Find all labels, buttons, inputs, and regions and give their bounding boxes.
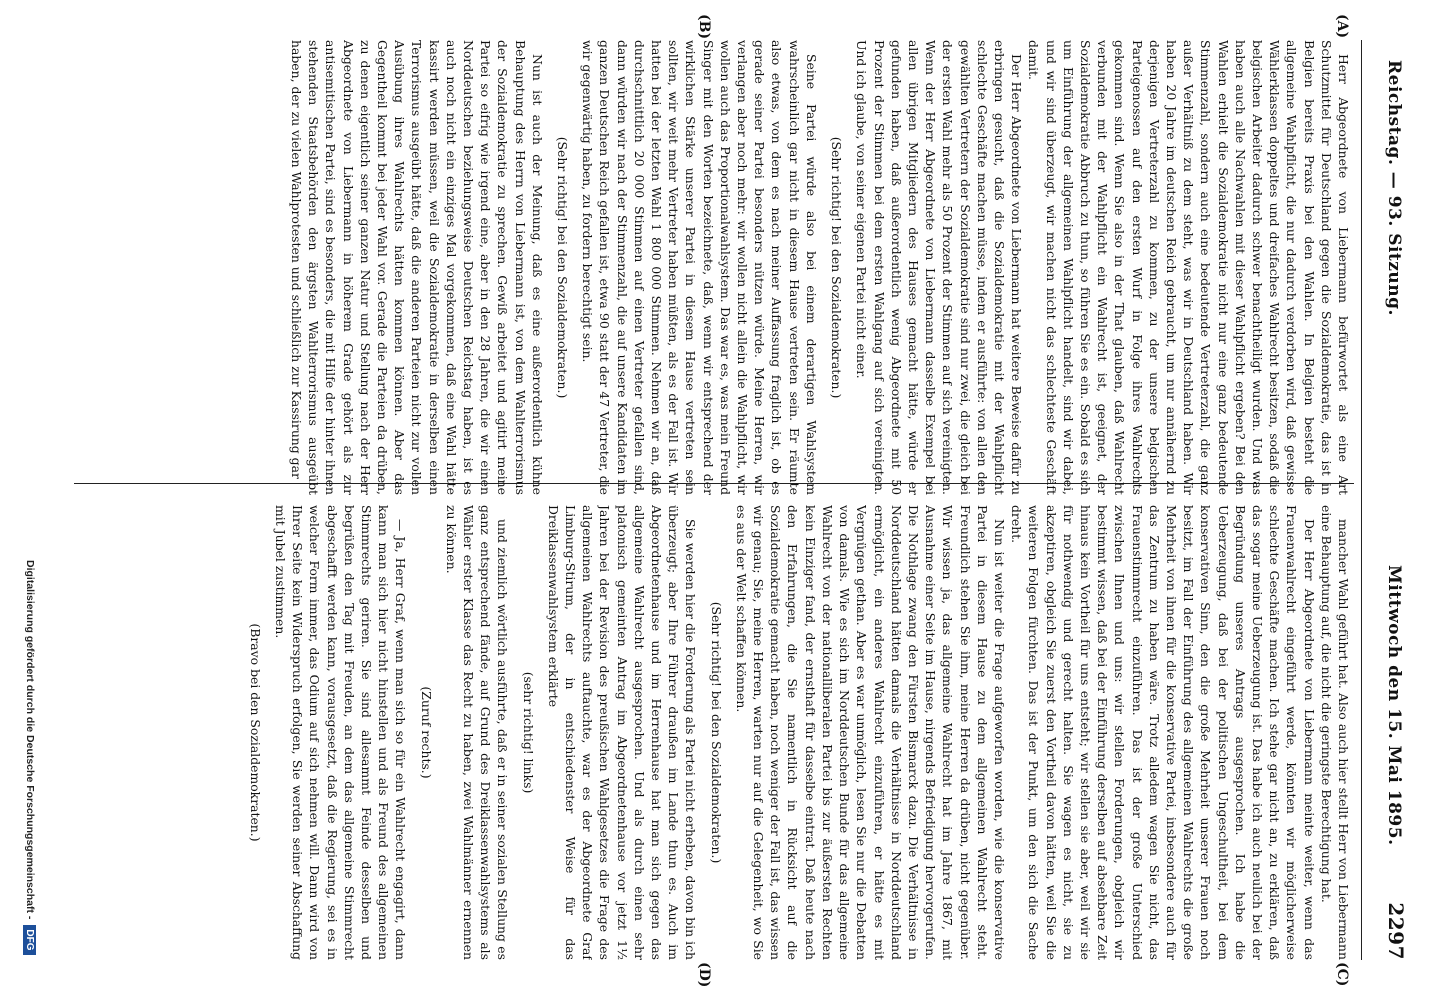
left-column	[77, 40, 1352, 495]
paragraph: — Ja, Herr Graf, wenn man sich so für ein Wahlrecht engagirt, dann kann man sich hier nicht hinstellen und als Freund des allgemeinen Stimmrechts geriren. Sie sind allesammt Feinde desselben und begrüßen den Tag mit Freuden, an dem das allgemeine Stimmrecht abgeschafft werden kann, vorausgesetzt, daß die Regierung, sei es in welcher Form immer, das Odium auf sich nehmen will. Dann wird von Ihrer Seite kein Widerspruch erfolgen, Sie werden seiner Abschaffung mit Jubel zustimmen.	[273, 505, 409, 960]
interjection: (Sehr richtig! bei den Sozialdemokraten.)	[708, 601, 724, 864]
interjection: (Sehr richtig! bei den Sozialdemokraten.)	[829, 136, 845, 399]
header-date: Mittwoch den 15. Mai 1895.	[1384, 565, 1404, 846]
running-head	[1374, 60, 1414, 960]
header-session: Reichstag. — 93. Sitzung.	[1384, 60, 1404, 316]
paragraph: Herr Abgeordnete von Liebermann befürwortet als eine Art Schutzmittel für Deutschland gegen die Sozialdemokratie, das ist in Belgien bereits Praxis bei den Wahlen. In Belgien besteht die allgemeine Wahlpflicht, die nur dadurch verdorben wird, daß gewisse Wählerklassen doppeltes und dreifaches Wahlrecht besitzen, sodaß die belgischen Arbeiter dadurch schwer benachtheiligt wurden. Und was haben auch alle Nachwahlen mit dieser Wahlpflicht ergeben? Bei den Wahlen erhielt die Sozialdemokratie nicht nur eine ganz bedeutende Stimmenzahl, sondern auch eine bedeutende Vertreterzahl, die ganz außer Verhältniß zu dem steht, was wir in Deutschland haben. Wir haben 20 Jahre im deutschen Reich gebraucht, um nur annähernd zu derjenigen Vertreterzahl zu kommen, zu der unsere belgischen Parteigenossen auf den ersten Wurf in Folge ihres Wahlrechts gekommen sind. Wenn Sie also in der That glauben, daß Wahlrecht verbunden mit der Wahlpflicht ein Wahlrecht ist, geeignet, der Sozialdemokratie Abbruch zu thun, so führen Sie es ein. Sobald es sich um Einführung der allgemeinen Wahlpflicht handelt, sind wir dabei, und wir sind überzeugt, wir machen nicht das schlechteste Geschäft damit.	[1026, 40, 1351, 495]
paragraph: Nun ist auch der Meinung, daß es eine außerordentlich kühne Behauptung des Herrn von Liebermann ist, von dem Wahlterrorismus der Sozialdemokratie zu sprechen. Gewiß arbeitet und agitirt meine Partei so eifrig wie irgend eine, aber in den 28 Jahren, die wir einen Norddeutschen beziehungsweise Deutschen Reichstag haben, ist es auch noch nicht ein einziges Mal vorgekommen, daß eine Wahl hätte kassirt werden müssen, weil die Sozialdemokratie in derselben einen Terrorismus ausgeübt hätte, daß die anderen Parteien nicht zur vollen Ausübung ihres Wahlrechts hätten kommen können. Aber das Gegentheil kommt bei jeder Wahl vor. Gerade die Parteien da drüben, zu denen eigentlich seiner ganzen Natur und Stellung nach der Herr Abgeordnete von Liebermann in höherem Grade gehört als zur antisemitischen Partei, sind es besonders, die mit Hilfe der hinter ihnen stehenden Staatsbehörden den ärgsten Wahlterrorismus ausgeübt haben, der zu vielen Wahlprotesten und schließlich zur Kassirung gar	[289, 40, 545, 495]
paragraph: Sie werden hier die Forderung als Partei nicht erheben, davon bin ich überzeugt; aber Ihre Führer draußen im Lande thun es. Auch im Abgeordnetenhause und im Herrenhause hat man sich gegen das allgemeine Wahlrecht ausgesprochen. Und als durch einen sehr platonisch gemeinten Antrag im Abgeordnetenhause vor jetzt 1½ Jahren bei der Revision des preußischen Wahlgesetzes die Frage des allgemeinen Wahlrechts auftauchte, war es der Abgeordnete Graf Limburg-Stirum, der in entschiedenster Weise für das Dreiklassenwahlsystem erklärte	[545, 505, 699, 960]
paragraph: und ziemlich wörtlich ausführte, daß er in seiner sozialen Stellung es ganz entsprechend fände, auf Grund des Dreiklassenwahlsystems als Wähler erster Klasse das Recht zu haben, zwei Wahlmänner ernennen zu können.	[443, 505, 511, 960]
margin-marker-b: (B)	[696, 14, 712, 40]
paragraph: Der Herr Abgeordnete von Liebermann hat weitere Beweise dafür zu erbringen gesucht, daß die Sozialdemokratie mit der Wahlpflicht schlechte Geschäfte machen müsse, indem er ausführte: von allen den gewählten Vertretern der Sozialdemokratie sind nur zwei, die gleich bei der ersten Wahl mehr als 50 Prozent der Stimmen auf sich vereinigten. Wenn der Herr Abgeordnete von Liebermann dasselbe Exempel bei allen übrigen Mitgliedern des Hauses gemacht hätte, würde er gefunden haben, daß außerordentlich wenig Abgeordnete mit 50 Prozent der Stimmen bei dem ersten Wahlgang auf sich vereinigten. Und ich glaube, von seiner eigenen Partei nicht einer.	[854, 40, 1025, 495]
interjection: (Sehr richtig! bei den Sozialdemokraten.)	[555, 136, 571, 399]
paragraph: Nun ist weiter die Frage aufgeworfen worden, wie die konservative Partei in diesem Hause zu dem allgemeinen Wahlrecht steht. Freundlich stehen Sie ihm, meine Herren da drüben, nicht gegenüber. Wir wissen ja, das allgemeine Wahlrecht hat im Jahre 1867, mit Ausnahme einer Seite im Hause, nirgends Befriedigung hervorgerufen. Die Nothlage zwang den Fürsten Bismarck dazu. Die Verhältnisse in Norddeutschland hätten damals die Verhältnisse in Norddeutschland ermöglicht, ein anderes Wahlrecht einzuführen, er hätte es mit Vergnügen gethan. Aber es war unmöglich, lesen Sie nur die Debatten von damals. Wie es sich im Norddeutschen Bunde für das allgemeine Wahlrecht von der nationalliberalen Partei bis zur äußersten Rechten kein Einziger fand, der ernsthaft für dasselbe eintrat. Daß heute nach den Erfahrungen, die Sie namentlich in Rücksicht auf die Sozialdemokratie gemacht haben, noch weniger der Fall ist, das wissen wir genau; Sie, meine Herren, warten nur auf die Gelegenheit, wo Sie es aus der Welt schaffen können.	[733, 505, 1007, 960]
interjection: (Zuruf rechts.)	[418, 686, 434, 779]
interjection: (sehr richtig! links)	[520, 671, 536, 794]
paragraph: Der Herr Abgeordnete von Liebermann meinte weiter, wenn das Frauenwahlrecht eingeführt werde, könnten wir möglicherweise schlechte Geschäfte machen. Ich stehe gar nicht an, zu erklären, daß das sogar meine Ueberzeugung ist. Das habe ich auch neulich bei der Begründung unseres Antrags ausgesprochen. Ich habe die Ueberzeugung, daß bei der politischen Ungeschultheit, bei dem konservativen Sinn, den die große Mehrheit unserer Frauen noch besitzt, im Fall der Einführung des allgemeinen Wahlrechts die große Mehrheit von ihnen für die konservative Partei, insbesondere auch für das Zentrum zu haben wäre. Trotz alledem wagen Sie nicht, das Frauenstimmrecht einzuführen. Das ist der große Unterschied zwischen Ihnen und uns: wir stellen Forderungen, obgleich wir bestimmt wissen, daß bei der Einführung derselben auf absehbare Zeit hinaus kein Vortheil für uns entsteht; wir stellen sie aber, weil wir sie für nothwendig und gerecht halten. Sie wagen es nicht, sie zu akzeptiren, obgleich Sie zuerst den Vortheil davon hätten, weil Sie die weiteren Folgen fürchten. Das ist der Punkt, um den sich die Sache dreht.	[1009, 505, 1317, 960]
page-number: 2297	[1384, 902, 1408, 960]
margin-marker-d: (D)	[696, 962, 712, 988]
paragraph: mancher Wahl geführt hat. Also auch hier stellt Herr von Liebermann eine Behauptung auf, die nicht die geringste Berechtigung hat.	[1318, 505, 1351, 960]
footer-text: Digitalisierung gefördert durch die Deutsche Forschungsgemeinschaft -	[24, 560, 36, 920]
header-rule	[1361, 40, 1362, 960]
interjection: (Bravo bei den Sozialdemokraten.)	[247, 623, 263, 842]
paragraph: Seine Partei würde also bei einem derartigen Wahlsystem wahrscheinlich gar nicht in diesem Hause vertreten sein. Er räumte also etwas, von dem es nach meiner Auffassung fraglich ist, ob es gerade seiner Partei besonders nützen würde. Meine Herren, wir verlangen aber noch mehr: wir wollen nicht allein die Wahlpflicht, wir wollen auch das Proportionalwahlsystem. Das war es, was mein Freund Singer mit den Worten bezeichnete, daß, wenn wir entsprechend der wirklichen Stärke unserer Partei in diesem Hause vertreten sein sollten, wir weit mehr Vertreter haben müßten, als es der Fall ist. Wir hatten bei der letzten Wahl 1 800 000 Stimmen. Nehmen wir an, daß durchschnittlich 20 000 Stimmen auf einen Vertreter gefallen sind, dann würden wir nach der Stimmenzahl, die auf unsere Kandidaten im ganzen Deutschen Reich gefallen ist, etwa 90 statt der 47 Vertreter, die wir gegenwärtig haben, zu fordern berechtigt sein.	[580, 40, 819, 495]
margin-marker-c: (C)	[1334, 962, 1350, 987]
right-column	[77, 505, 1352, 960]
margin-marker-a: (A)	[1334, 14, 1350, 39]
dfg-logo: DFG	[23, 925, 36, 954]
digitization-footer	[8, 560, 36, 1000]
